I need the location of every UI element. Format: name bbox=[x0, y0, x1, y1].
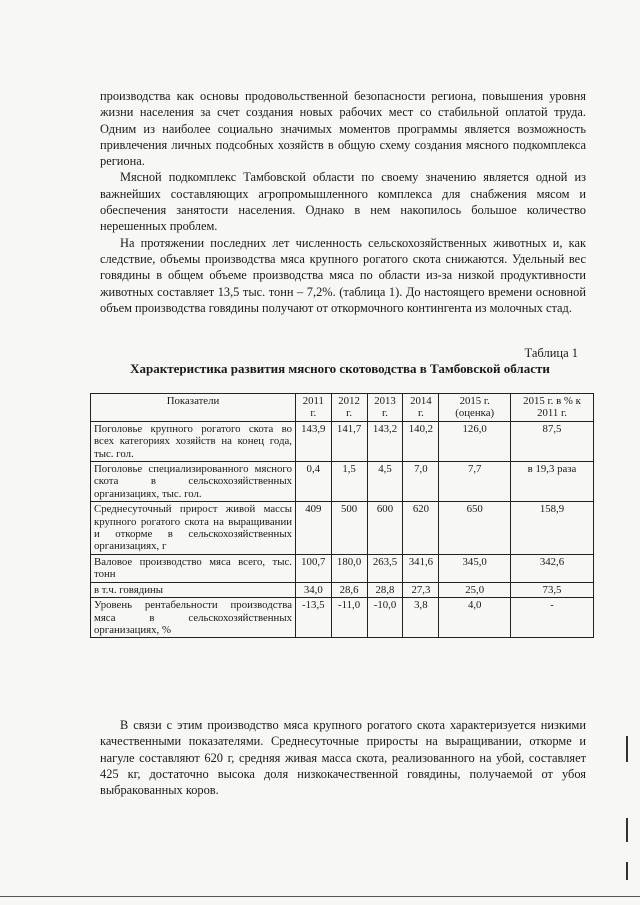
table-cell: 25,0 bbox=[439, 582, 511, 597]
paragraph-4: В связи с этим производство мяса крупного рогатого скота характеризуется низкими качественными показателями. Среднесуточные приросты на выращивании, откорме и нагуле составляют 620 г, средняя живая масса скота, реализованного на убой, составляет 425 кг, достаточно высока доля низкокачественной говядины, получаемой от убоя выбракованных коров. bbox=[100, 718, 586, 798]
table-cell: -11,0 bbox=[331, 598, 367, 638]
stats-table bbox=[90, 393, 594, 638]
table-cell: -10,0 bbox=[367, 598, 403, 638]
table-cell: 409 bbox=[296, 502, 332, 555]
bottom-text-block bbox=[100, 717, 586, 798]
table-cell: 342,6 bbox=[511, 554, 594, 582]
table-cell: 87,5 bbox=[511, 421, 594, 461]
table-cell: 27,3 bbox=[403, 582, 439, 597]
table-cell: 345,0 bbox=[439, 554, 511, 582]
paragraph-1: производства как основы продовольственной безопасности региона, повышения уровня жизни населения за счет создания новых рабочих мест со стабильной оплатой труда. Одним из наиболее социально значимых моментов программы является возможность привлечения личных подсобных хозяйств в общую схему создания мясного подкомплекса региона. bbox=[100, 89, 586, 169]
table-row bbox=[91, 502, 594, 555]
table-cell: 143,9 bbox=[296, 421, 332, 461]
table-cell: 1,5 bbox=[331, 462, 367, 502]
table-cell: 3,8 bbox=[403, 598, 439, 638]
table-cell: 143,2 bbox=[367, 421, 403, 461]
table-cell: 341,6 bbox=[403, 554, 439, 582]
table-title: Характеристика развития мясного скотоводства в Тамбовской области bbox=[130, 361, 550, 376]
row-label: Уровень рентабельности производства мяса в сельскохозяйственных организациях, % bbox=[91, 598, 296, 638]
table-cell: 7,7 bbox=[439, 462, 511, 502]
table-cell: 4,0 bbox=[439, 598, 511, 638]
table-cell: 4,5 bbox=[367, 462, 403, 502]
table-row bbox=[91, 554, 594, 582]
table-cell: 73,5 bbox=[511, 582, 594, 597]
table-cell: 28,8 bbox=[367, 582, 403, 597]
table-row bbox=[91, 421, 594, 461]
table-cell: 141,7 bbox=[331, 421, 367, 461]
header-2011: 2011 г. bbox=[296, 394, 332, 422]
table-cell: 620 bbox=[403, 502, 439, 555]
table-cell: 500 bbox=[331, 502, 367, 555]
table-cell: 158,9 bbox=[511, 502, 594, 555]
table-cell: 263,5 bbox=[367, 554, 403, 582]
scan-margin-mark bbox=[626, 736, 628, 762]
header-2014: 2014 г. bbox=[403, 394, 439, 422]
top-text-block bbox=[100, 88, 586, 316]
scan-margin-mark bbox=[626, 818, 628, 842]
table-cell: 100,7 bbox=[296, 554, 332, 582]
table-cell: 126,0 bbox=[439, 421, 511, 461]
header-2012: 2012 г. bbox=[331, 394, 367, 422]
table-cell: 180,0 bbox=[331, 554, 367, 582]
table-cell: 600 bbox=[367, 502, 403, 555]
scan-bottom-edge bbox=[0, 896, 640, 897]
paragraph-3: На протяжении последних лет численность сельскохозяйственных животных и, как следствие, объемы производства мяса крупного рогатого скота снижаются. Удельный вес говядины в общем объеме производства мяса по области из-за низкой продуктивности животных составляет 13,5 тыс. тонн – 7,2%. (таблица 1). До настоящего времени основной объем производства говядины получают от откормочного контингента из молочных стад. bbox=[100, 235, 586, 315]
table-header-row bbox=[91, 394, 594, 422]
row-label: Валовое производство мяса всего, тыс. тонн bbox=[91, 554, 296, 582]
row-label: Среднесуточный прирост живой массы крупного рогатого скота на выращивании и откорме в сельскохозяйственных организациях, г bbox=[91, 502, 296, 555]
table-cell: 28,6 bbox=[331, 582, 367, 597]
row-label: Поголовье специализированного мясного скота в сельскохозяйственных организациях, тыс. гол. bbox=[91, 462, 296, 502]
header-2013: 2013 г. bbox=[367, 394, 403, 422]
table-cell: -13,5 bbox=[296, 598, 332, 638]
table-cell: 140,2 bbox=[403, 421, 439, 461]
scan-margin-mark bbox=[626, 862, 628, 880]
table-cell: 34,0 bbox=[296, 582, 332, 597]
table-row bbox=[91, 598, 594, 638]
table-caption: Таблица 1 bbox=[524, 346, 578, 360]
row-label: Поголовье крупного рогатого скота во всех категориях хозяйств на конец года, тыс. гол. bbox=[91, 421, 296, 461]
table-cell: в 19,3 раза bbox=[511, 462, 594, 502]
table-cell: 0,4 bbox=[296, 462, 332, 502]
row-label: в т.ч. говядины bbox=[91, 582, 296, 597]
table-cell: 650 bbox=[439, 502, 511, 555]
paragraph-2: Мясной подкомплекс Тамбовской области по своему значению является одной из важнейших составляющих агропромышленного комплекса для снабжения мясом и обеспечения занятости населения. Однако в нем накопилось большое количество нерешенных проблем. bbox=[100, 170, 586, 234]
header-2015-estimate: 2015 г. (оценка) bbox=[439, 394, 511, 422]
header-2015-percent: 2015 г. в % к 2011 г. bbox=[511, 394, 594, 422]
table-row bbox=[91, 582, 594, 597]
table-cell: 7,0 bbox=[403, 462, 439, 502]
table-row bbox=[91, 462, 594, 502]
table-cell: - bbox=[511, 598, 594, 638]
header-indicator: Показатели bbox=[91, 394, 296, 422]
